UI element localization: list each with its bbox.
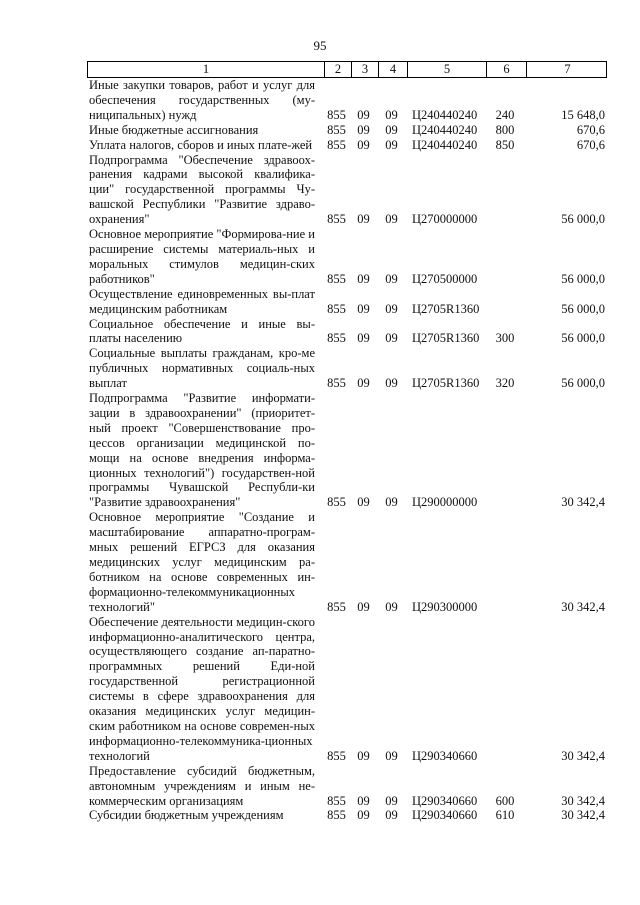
row-rz: 09	[357, 748, 370, 763]
header-col-vr: 6	[486, 62, 526, 77]
row-name: Основное мероприятие "Формирова-ние и расширение системы материаль-ных и моральных стимулов медицин-ских работников"	[89, 227, 315, 286]
row-pr: 09	[385, 107, 398, 122]
row-rz: 09	[357, 122, 370, 137]
row-amount: 670,6	[576, 122, 605, 137]
row-name: Подпрограмма "Обеспечение здравоох-ранения кадрами высокой квалифика-ции" государственной программы Чу-вашской Республики "Развитие здраво-охранения"	[89, 152, 315, 227]
row-name: Социальное обеспечение и иные вы-платы населению	[89, 316, 315, 346]
table-row	[87, 346, 607, 391]
row-amount: 30 342,4	[561, 808, 605, 823]
row-pr: 09	[385, 748, 398, 763]
row-name: Подпрограмма "Развитие информати-зации в здравоохранении" (приоритет-ный проект "Совершенствование про-цессов организации медицинской по-мощи на основе внедрения информа-ционных технологий") государствен-ной программы Чувашской Республи-ки "Развитие здравоохранения"	[89, 391, 315, 510]
row-csr: Ц2705R1360	[412, 301, 480, 316]
row-pr: 09	[385, 331, 398, 346]
row-rz: 09	[357, 495, 370, 510]
row-amount: 56 000,0	[561, 271, 605, 286]
row-csr: Ц270500000	[412, 271, 478, 286]
row-name: Предоставление субсидий бюджетным, автономным учреждениям и иным не-коммерческим организациям	[89, 763, 315, 808]
row-name: Иные закупки товаров, работ и услуг для обеспечения государственных (му-ниципальных) нужд	[89, 78, 315, 122]
row-ved: 855	[327, 271, 346, 286]
row-vr: 300	[495, 331, 515, 346]
row-rz: 09	[357, 331, 370, 346]
header-col-rz: 3	[351, 62, 378, 77]
row-rz: 09	[357, 107, 370, 122]
row-csr: Ц2705R1360	[412, 331, 480, 346]
table-header	[87, 61, 607, 78]
row-name: Субсидии бюджетным учреждениям	[89, 808, 284, 823]
table-row	[87, 317, 607, 347]
table-row	[87, 510, 607, 614]
row-pr: 09	[385, 808, 398, 823]
row-pr: 09	[385, 271, 398, 286]
row-ved: 855	[327, 495, 346, 510]
row-amount: 56 000,0	[561, 301, 605, 316]
header-col-csr: 5	[407, 62, 486, 77]
row-ved: 855	[327, 793, 346, 808]
header-col-pr: 4	[378, 62, 407, 77]
row-amount: 30 342,4	[561, 748, 605, 763]
row-amount: 56 000,0	[561, 376, 605, 391]
row-rz: 09	[357, 271, 370, 286]
row-vr: 320	[495, 376, 515, 391]
table-row	[87, 391, 607, 510]
row-amount: 30 342,4	[561, 793, 605, 808]
row-amount: 15 648,0	[561, 107, 605, 122]
header-col-ved: 2	[324, 62, 351, 77]
row-ved: 855	[327, 331, 346, 346]
table-row	[87, 153, 607, 228]
header-col-name: 1	[202, 62, 210, 76]
table-row	[87, 615, 607, 764]
budget-table	[87, 61, 607, 823]
row-pr: 09	[385, 137, 398, 152]
row-amount: 56 000,0	[561, 212, 605, 227]
row-amount: 56 000,0	[561, 331, 605, 346]
row-amount: 30 342,4	[561, 495, 605, 510]
row-ved: 855	[327, 748, 346, 763]
row-pr: 09	[385, 122, 398, 137]
row-amount: 30 342,4	[561, 599, 605, 614]
table-row	[87, 287, 607, 317]
row-vr: 610	[495, 808, 515, 823]
row-vr: 850	[495, 137, 515, 152]
row-csr: Ц240440240	[412, 107, 478, 122]
table-row	[87, 227, 607, 287]
table-row	[87, 138, 607, 153]
row-name: Уплата налогов, сборов и иных плате-жей	[89, 137, 313, 152]
row-pr: 09	[385, 495, 398, 510]
table-row	[87, 78, 607, 123]
row-name: Основное мероприятие "Создание и масштабирование аппаратно-програм-мных решений ЕГРСЗ для оказания медицинских услуг медицинским ра-ботником на основе современных ин-формационно-телекоммуникационных технологий"	[89, 510, 315, 614]
row-rz: 09	[357, 808, 370, 823]
row-vr: 800	[495, 122, 515, 137]
row-rz: 09	[357, 137, 370, 152]
row-vr: 240	[495, 107, 515, 122]
row-pr: 09	[385, 301, 398, 316]
row-pr: 09	[385, 599, 398, 614]
row-ved: 855	[327, 212, 346, 227]
row-csr: Ц2705R1360	[412, 376, 480, 391]
row-ved: 855	[327, 301, 346, 316]
row-name: Социальные выплаты гражданам, кро-ме публичных нормативных социаль-ных выплат	[89, 346, 315, 391]
table-body	[87, 78, 607, 823]
row-rz: 09	[357, 301, 370, 316]
table-row	[87, 808, 607, 823]
row-name: Осуществление единовременных вы-плат медицинским работникам	[89, 286, 315, 316]
row-rz: 09	[357, 376, 370, 391]
page-number: 95	[313, 38, 327, 53]
row-ved: 855	[327, 122, 346, 137]
row-amount: 670,6	[576, 137, 605, 152]
row-rz: 09	[357, 212, 370, 227]
row-pr: 09	[385, 376, 398, 391]
header-col-amount: 7	[526, 62, 608, 77]
table-row	[87, 764, 607, 809]
row-rz: 09	[357, 599, 370, 614]
row-csr: Ц290340660	[412, 808, 478, 823]
table-row	[87, 123, 607, 138]
row-csr: Ц240440240	[412, 122, 478, 137]
row-csr: Ц240440240	[412, 137, 478, 152]
row-name: Иные бюджетные ассигнования	[89, 122, 259, 137]
row-csr: Ц270000000	[412, 212, 478, 227]
row-rz: 09	[357, 793, 370, 808]
row-ved: 855	[327, 137, 346, 152]
row-csr: Ц290340660	[412, 793, 478, 808]
row-ved: 855	[327, 376, 346, 391]
row-pr: 09	[385, 793, 398, 808]
row-csr: Ц290340660	[412, 748, 478, 763]
row-csr: Ц290000000	[412, 495, 478, 510]
row-ved: 855	[327, 107, 346, 122]
row-vr: 600	[495, 793, 515, 808]
row-ved: 855	[327, 808, 346, 823]
row-name: Обеспечение деятельности медицин-ского информационно-аналитического центра, осуществляющего создание ап-паратно-программных решений Еди-ной государственной регистрационной системы в сфере здравоохранения для оказания медицинских услуг медицин-ским работником на основе современ-ных информационно-телекоммуника-ционных технологий	[89, 614, 316, 763]
row-pr: 09	[385, 212, 398, 227]
row-csr: Ц290300000	[412, 599, 478, 614]
row-ved: 855	[327, 599, 346, 614]
